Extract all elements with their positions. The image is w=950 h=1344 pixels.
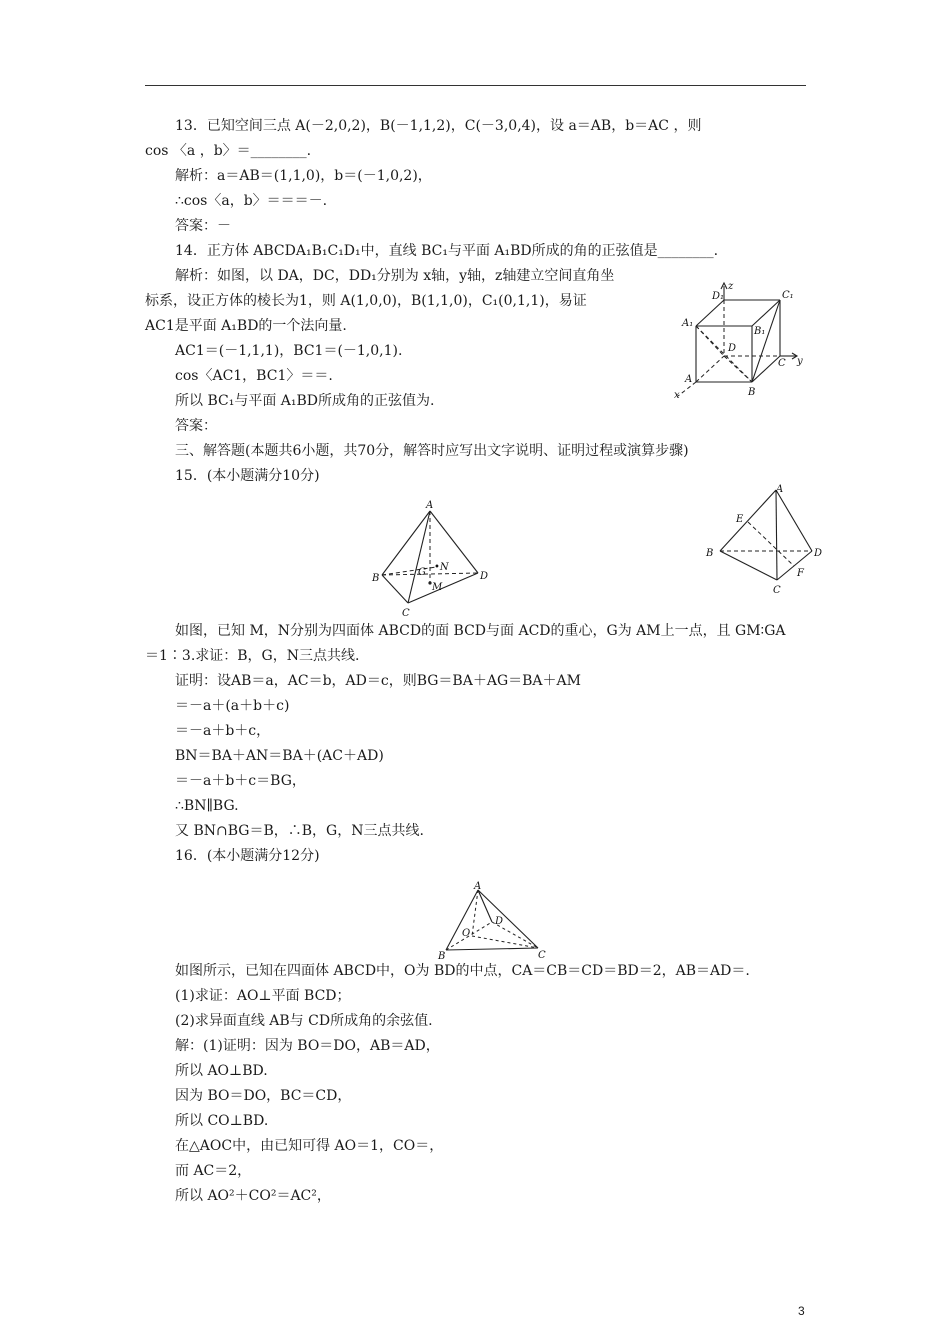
text-line: 14．正方体 ABCDA₁B₁C₁D₁中，直线 BC₁与平面 A₁BD所成的角的正弦值是________. [175,243,719,259]
tetra15-label: B [372,573,380,584]
cube-label: A₁ [682,318,694,329]
text-line: 在△AOC中，由已知可得 AO＝1，CO＝， [175,1138,444,1154]
cube-label: B [748,387,756,398]
text-line: ∴BN∥BG. [175,798,239,814]
text-line: 所以 AO²＋CO²＝AC²， [175,1188,331,1204]
text-line: ＝－a＋b＋c＝BG， [175,773,306,789]
text-line: (1)求证：AO⊥平面 BCD； [175,988,351,1004]
tetrahedron-ef-figure [702,480,832,598]
text-line: cos〈AC1，BC1〉＝＝. [175,368,333,384]
tetra16-label: D [495,916,504,927]
text-line: 三、解答题(本题共6小题，共70分，解答时应写出文字说明、证明过程或演算步骤) [175,443,689,459]
text-line: 13．已知空间三点 A(－2,0,2)，B(－1,1,2)，C(－3,0,4)，设 a＝AB，b＝AC ，则 [175,118,702,134]
tetrahedron-o-figure [432,880,554,962]
text-line: ＝－a＋(a＋b＋c) [175,698,290,714]
cube-label: D [728,343,737,354]
tetrahedron-figure [368,497,498,621]
text-line: 答案：－ [175,218,231,234]
tetraEF-label: C [773,585,781,596]
tetra15-label: A [426,500,434,511]
text-line: 而 AC＝2， [175,1163,252,1179]
text-line: ＝1∶3.求证：B，G，N三点共线. [145,648,360,664]
text-line: 又 BN∩BG＝B，∴B，G，N三点共线. [175,823,424,839]
tetra15-label: D [480,571,489,582]
text-line: ＝－a＋b＋c， [175,723,271,739]
cube-label: D₁ [712,291,725,302]
cube-label: C [778,358,786,369]
tetra16-label: A [474,881,482,892]
cube-label: C₁ [782,290,794,301]
cube-label: x [674,390,680,400]
cube-label: B₁ [754,326,766,337]
text-line: 15．(本小题满分10分) [175,468,320,484]
text-line: 16．(本小题满分12分) [175,848,320,864]
text-line: 如图，已知 M，N分别为四面体 ABCD的面 BCD与面 ACD的重心，G为 AM上一点，且 GM∶GA [175,623,786,639]
cube-label: z [728,281,734,292]
tetra16-label: O [462,928,471,939]
text-line: 解：(1)证明：因为 BO＝DO，AB＝AD， [175,1038,440,1054]
cube-label: y [797,356,803,367]
text-line: cos 〈a ，b〉＝________. [145,143,312,159]
tetra16-label: C [538,950,546,961]
cube-figure [668,278,808,400]
tetraEF-label: B [706,548,714,559]
text-line: AC1是平面 A₁BD的一个法向量. [145,318,347,334]
text-line: AC1＝(－1,1,1)，BC1＝(－1,0,1). [175,343,403,359]
cube-label: A [685,374,693,385]
text-line: 解析：如图，以 DA，DC，DD₁分别为 x轴，y轴，z轴建立空间直角坐 [175,268,615,284]
text-line: 所以 BC₁与平面 A₁BD所成角的正弦值为. [175,393,435,409]
tetraEF-label: E [736,514,744,525]
text-line: 解析：a＝AB＝(1,1,0)，b＝(－1,0,2)， [175,168,432,184]
tetraEF-label: D [814,548,823,559]
text-line: 证明：设AB＝a，AC＝b，AD＝c，则BG＝BA＋AG＝BA＋AM [175,673,581,689]
text-line: 如图所示，已知在四面体 ABCD中，O为 BD的中点，CA＝CB＝CD＝BD＝2，AB＝AD＝. [175,963,750,979]
tetra16-label: B [438,951,446,962]
tetraEF-label: F [797,568,804,579]
tetra15-label: M [432,582,443,593]
page-number: 3 [798,1304,805,1318]
header-rule [145,85,806,86]
text-line: 所以 AO⊥BD. [175,1063,268,1079]
text-line: 标系，设正方体的棱长为1，则 A(1,0,0)，B(1,1,0)，C₁(0,1,1)，易证 [145,293,587,309]
text-line: 所以 CO⊥BD. [175,1113,269,1129]
tetra15-label: C [402,608,410,619]
tetraEF-label: A [776,484,784,495]
tetra15-label: •N [434,562,449,573]
text-line: 因为 BO＝DO，BC＝CD， [175,1088,352,1104]
text-line: BN＝BA＋AN＝BA＋(AC＋AD) [175,748,384,764]
text-line: ∴cos〈a，b〉＝＝＝－. [175,193,328,209]
text-line: (2)求异面直线 AB与 CD所成角的余弦值. [175,1013,433,1029]
text-line: 答案： [175,418,217,434]
tetra15-label: G [418,567,426,578]
